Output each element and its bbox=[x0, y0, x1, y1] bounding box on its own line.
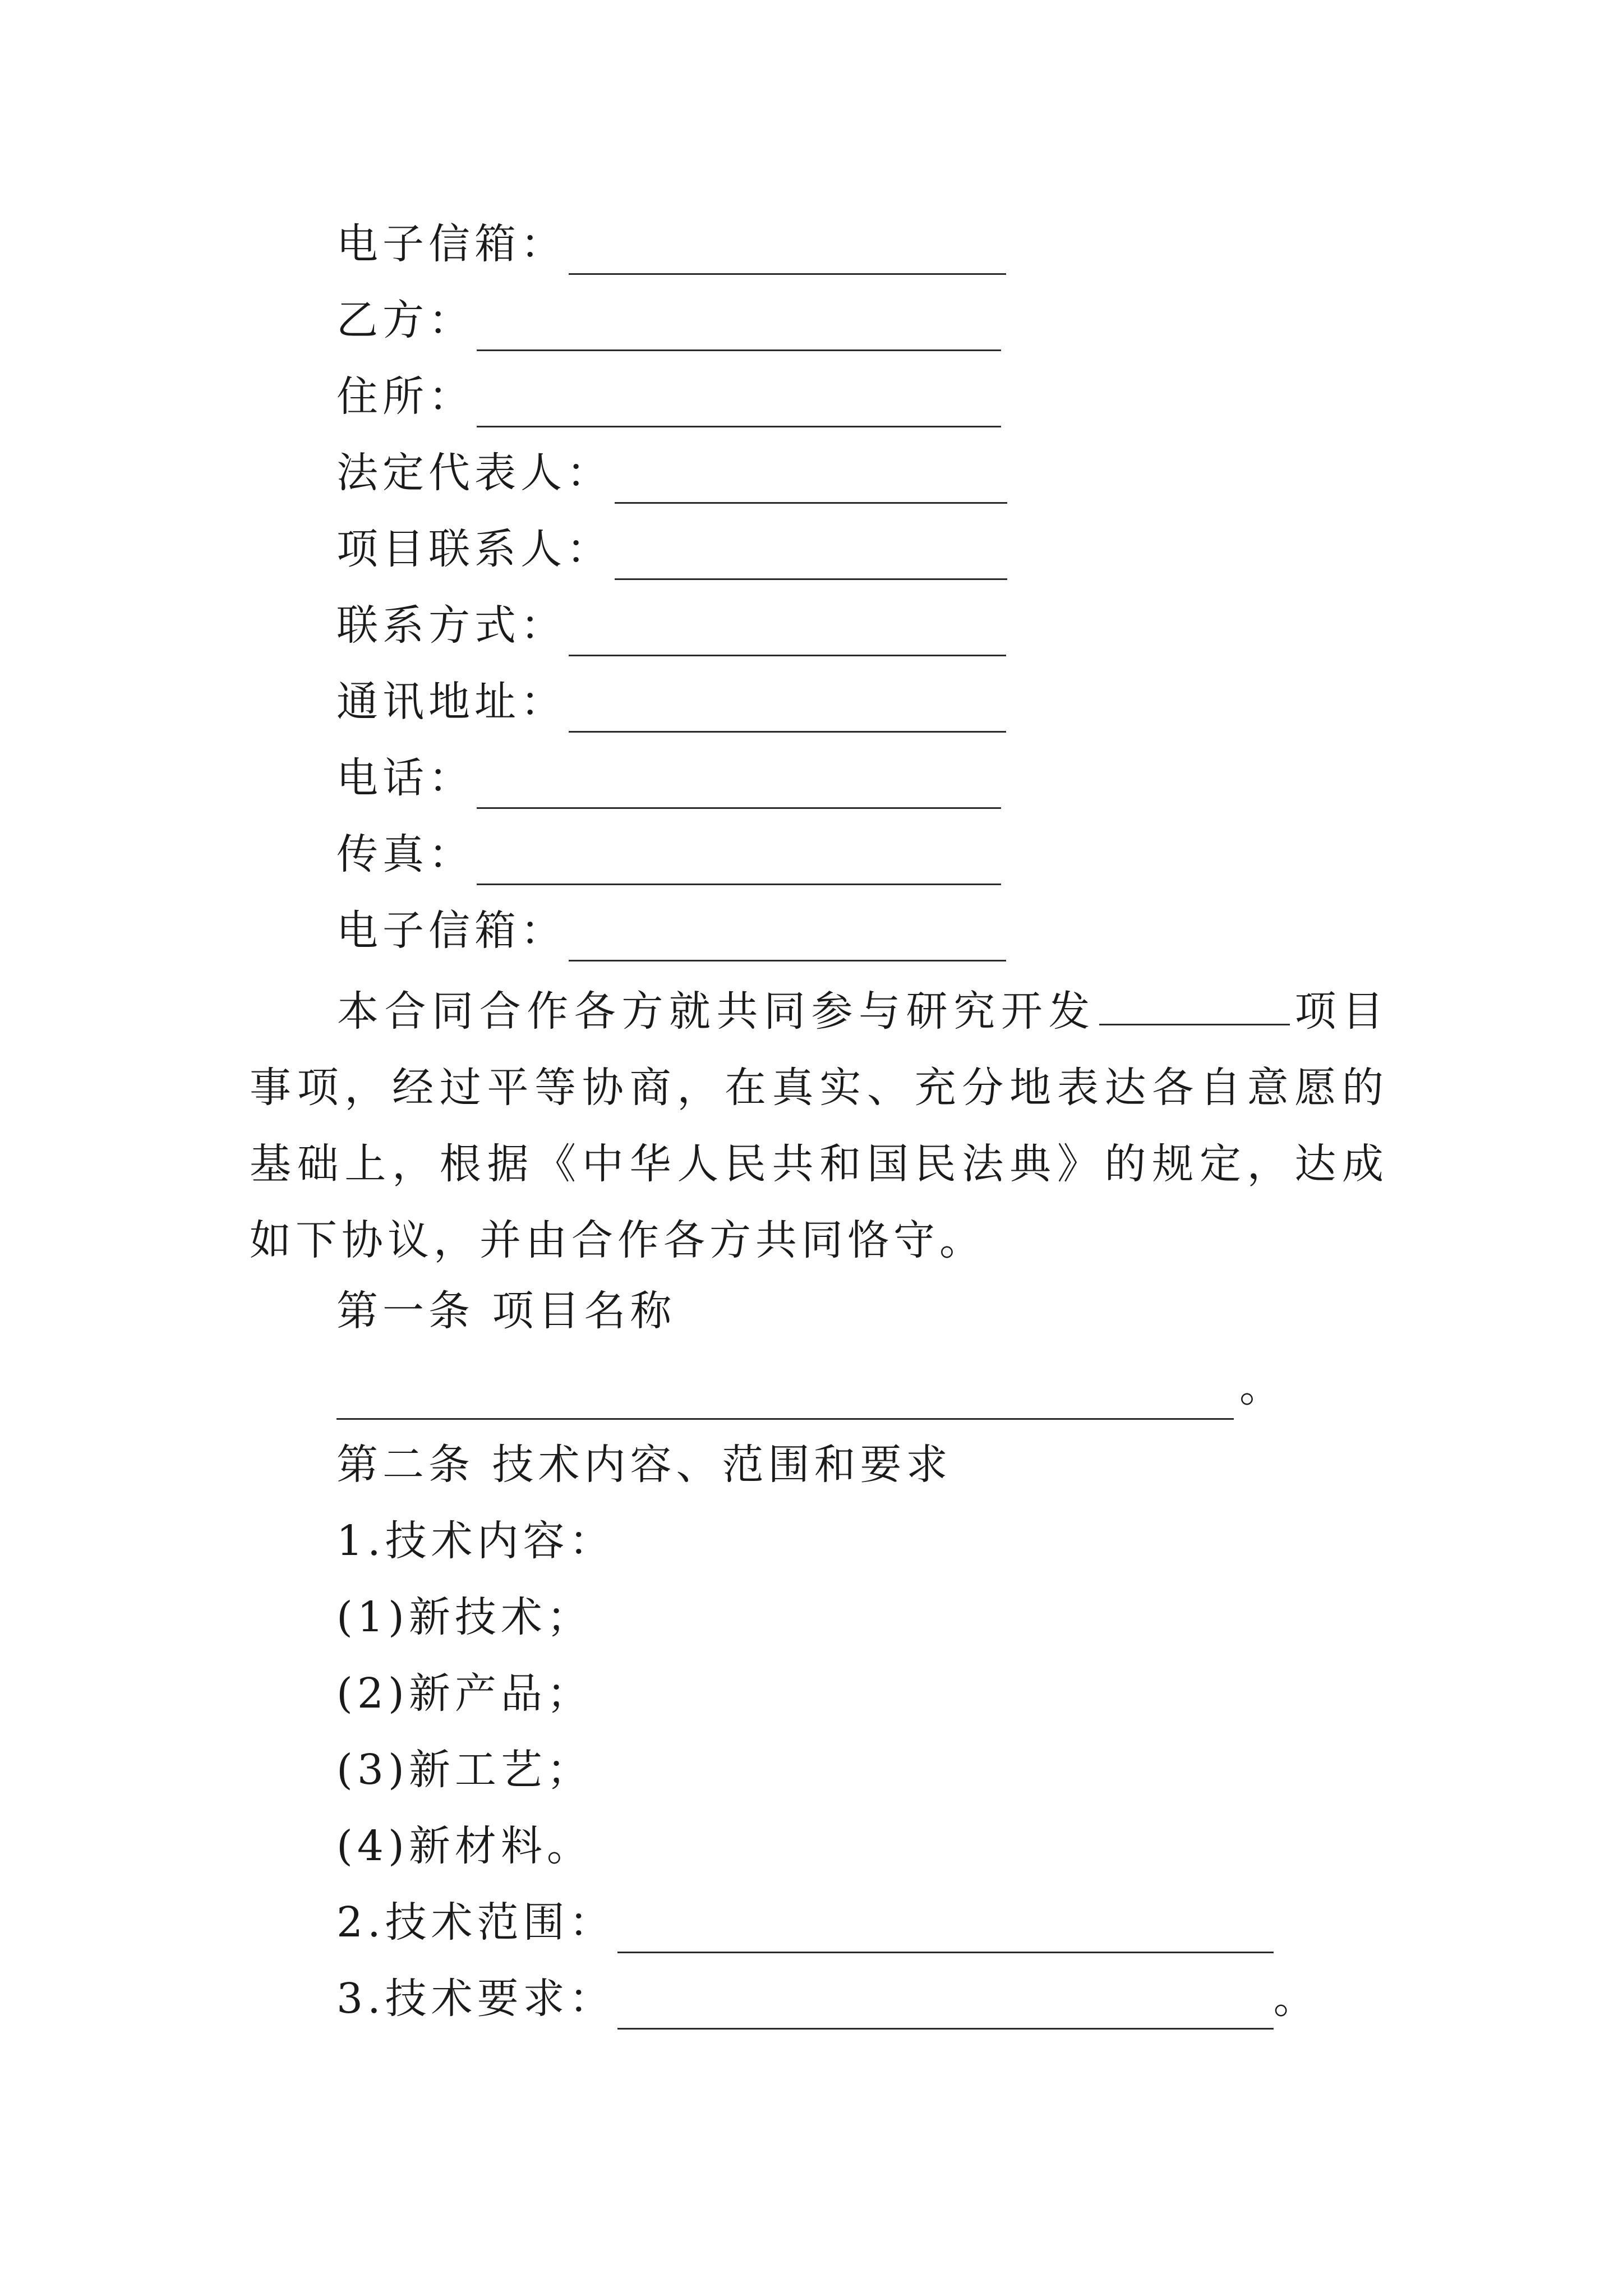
tech-requirements-label: 3.技术要求： bbox=[336, 1975, 615, 2023]
field-phone-blank[interactable] bbox=[477, 760, 1001, 809]
field-label: 电子信箱： bbox=[336, 220, 566, 268]
field-label: 传真： bbox=[336, 830, 474, 878]
article1-heading: 第一条 项目名称 bbox=[336, 1287, 676, 1335]
field-address-blank[interactable] bbox=[477, 379, 1001, 427]
field-project-contact bbox=[336, 518, 1007, 580]
field-label: 电话： bbox=[336, 754, 474, 802]
field-phone bbox=[336, 747, 1001, 809]
tech-scope-field bbox=[336, 1892, 1274, 1953]
field-party-b-blank[interactable] bbox=[477, 302, 1001, 351]
tech-requirements-end: 。 bbox=[1273, 1975, 1320, 2023]
field-party-b bbox=[336, 289, 1001, 351]
field-mailing-address-blank[interactable] bbox=[569, 684, 1006, 733]
article1-end-mark: 。 bbox=[1239, 1363, 1281, 1411]
list-item: (2)新产品； bbox=[336, 1669, 593, 1718]
field-label: 住所： bbox=[336, 372, 474, 421]
list-item: (1)新技术； bbox=[336, 1593, 593, 1641]
tech-requirements-field bbox=[336, 1968, 1320, 2030]
field-legal-rep bbox=[336, 442, 1007, 504]
field-label: 乙方： bbox=[336, 296, 474, 344]
list-item: (3)新工艺； bbox=[336, 1746, 593, 1794]
field-label: 联系方式： bbox=[336, 601, 566, 650]
article2-heading: 第二条 技术内容、范围和要求 bbox=[336, 1441, 952, 1489]
tech-scope-blank[interactable] bbox=[617, 1904, 1274, 1953]
field-mailing-address bbox=[336, 671, 1006, 733]
article1-project-name-blank[interactable] bbox=[336, 1356, 1234, 1420]
field-fax bbox=[336, 823, 1001, 885]
field-address bbox=[336, 366, 1001, 427]
field-email-2 bbox=[336, 900, 1006, 961]
tech-scope-label: 2.技术范围： bbox=[336, 1898, 615, 1947]
field-email-1 bbox=[336, 213, 1006, 275]
field-email-1-blank[interactable] bbox=[569, 226, 1006, 275]
tech-requirements-blank[interactable] bbox=[617, 1981, 1274, 2030]
intro-text-before: 本合同合作各方就共同参与研究开发 bbox=[337, 987, 1096, 1036]
field-label: 电子信箱： bbox=[336, 907, 566, 955]
field-label: 通讯地址： bbox=[336, 678, 566, 726]
field-email-2-blank[interactable] bbox=[569, 913, 1006, 961]
tech-content-label: 1.技术内容： bbox=[336, 1517, 615, 1565]
field-contact-method-blank[interactable] bbox=[569, 608, 1006, 656]
project-name-blank[interactable] bbox=[1099, 984, 1290, 1025]
intro-paragraph bbox=[250, 973, 1388, 1278]
field-label: 法定代表人： bbox=[336, 449, 612, 497]
intro-text-after: 项目事项，经过平等协商，在真实、充分地表达各自意愿的基础上，根据《中华人民共和国民法典》的规定，达成如下协议，并由合作各方共同恪守。 bbox=[250, 987, 1389, 1264]
field-label: 项目联系人： bbox=[336, 525, 612, 573]
field-fax-blank[interactable] bbox=[477, 836, 1001, 885]
list-item: (4)新材料。 bbox=[336, 1822, 593, 1870]
field-contact-method bbox=[336, 595, 1006, 656]
field-project-contact-blank[interactable] bbox=[615, 531, 1007, 580]
field-legal-rep-blank[interactable] bbox=[615, 455, 1007, 504]
